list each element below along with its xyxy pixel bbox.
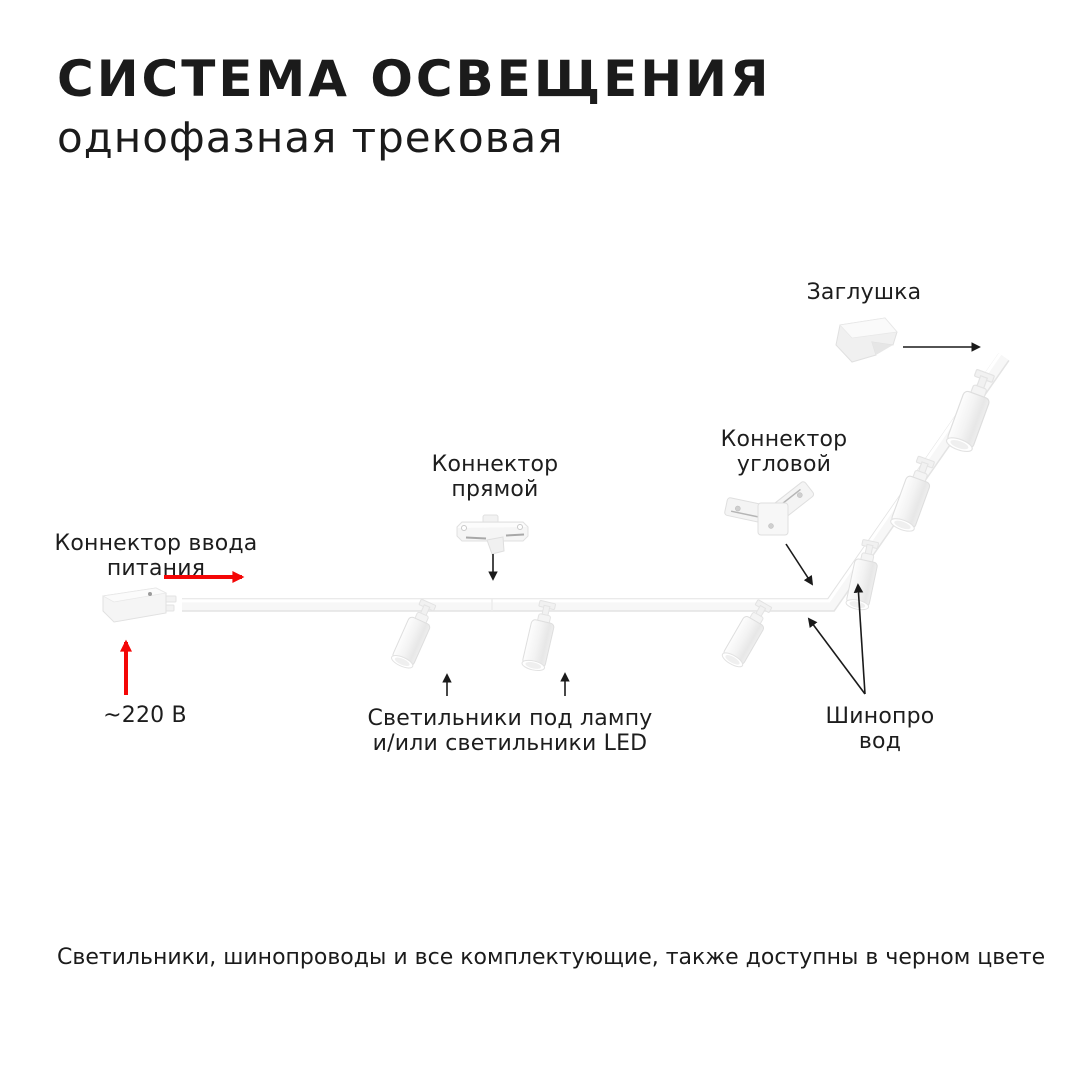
corner-connector-render (724, 481, 815, 535)
footer-note: Светильники, шинопроводы и все комплектующие, также доступны в черном цвете (57, 945, 1046, 970)
power-input-connector-render (103, 588, 176, 622)
spotlight-render (889, 455, 938, 534)
straight-connector-render (457, 515, 528, 554)
label-line: Шинопро (825, 704, 935, 729)
end-cap-render (836, 318, 897, 362)
label-fixtures (355, 706, 665, 756)
label-track (815, 704, 945, 754)
page-subtitle: однофазная трековая (57, 113, 564, 162)
label-line: питания (106, 556, 206, 581)
label-line: Заглушка (806, 280, 922, 305)
corner-connector-arrow (786, 544, 812, 584)
track-rail-render (182, 354, 1004, 611)
label-line: Коннектор (431, 452, 559, 477)
label-corner-connector (704, 427, 864, 477)
label-power-input-connector (36, 531, 276, 581)
page-title: СИСТЕМА ОСВЕЩЕНИЯ (57, 50, 772, 108)
label-line: ~220 В (103, 703, 187, 728)
label-voltage (80, 703, 210, 728)
label-line: Светильники под лампу (367, 706, 653, 731)
label-straight-connector (415, 452, 575, 502)
label-line: Коннектор (720, 427, 848, 452)
spotlight-render (945, 368, 999, 454)
label-line: вод (858, 729, 902, 754)
label-line: угловой (736, 452, 832, 477)
track-arrow (809, 619, 865, 694)
label-line: и/или светильники LED (372, 731, 648, 756)
label-line: Коннектор ввода (54, 531, 258, 556)
label-line: прямой (451, 477, 539, 502)
label-end-cap (794, 280, 934, 305)
